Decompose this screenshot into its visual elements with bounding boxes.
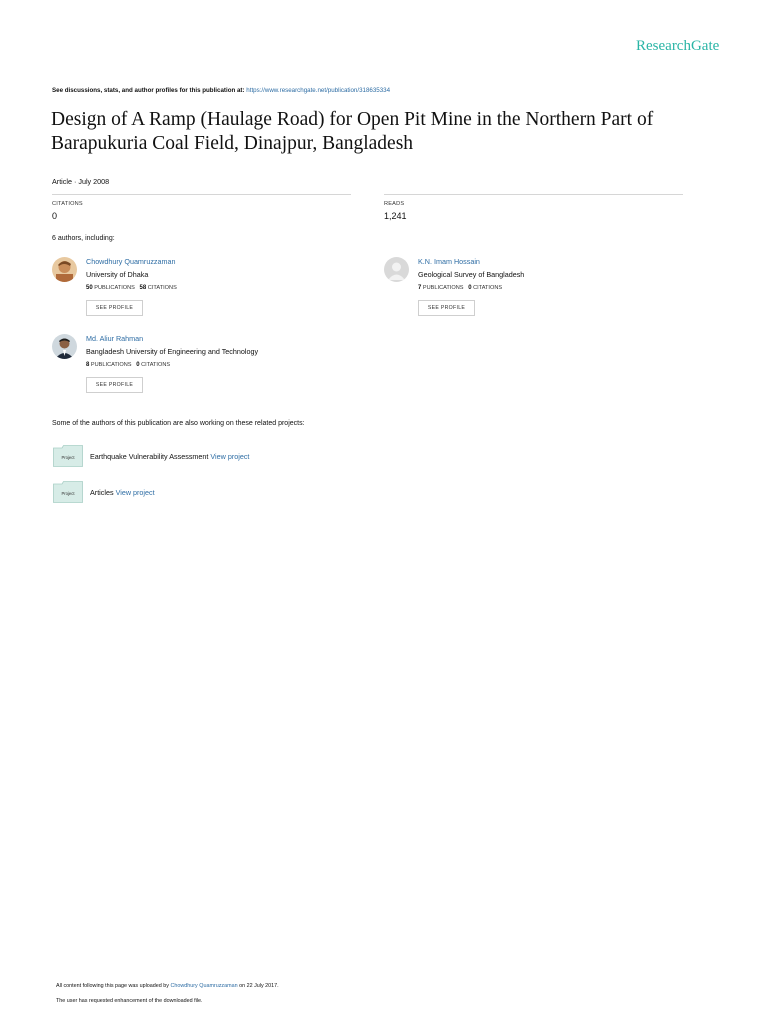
author-institution: University of Dhaka [86, 270, 149, 279]
publication-count: 8 [86, 362, 90, 368]
citations-label: CITATIONS [141, 362, 171, 368]
related-projects-header: Some of the authors of this publication are also working on these related projects: [52, 420, 305, 427]
author-institution: Bangladesh University of Engineering and Technology [86, 347, 259, 356]
project-item [90, 488, 155, 497]
upload-suffix: on 22 July 2017. [239, 983, 279, 989]
avatar-placeholder-icon[interactable] [384, 257, 409, 282]
project-icon-label: Project [61, 491, 75, 496]
project-icon-label: Project [61, 455, 75, 460]
citation-count: 0 [136, 362, 140, 368]
paper-title-line-1: Design of A Ramp (Haulage Road) for Open Pit Mine in the Northern Part of [51, 109, 654, 130]
publication-link[interactable]: https://www.researchgate.net/publication/318635334 [246, 87, 391, 94]
divider-right [384, 194, 683, 195]
project-item [90, 452, 249, 461]
project-name: Articles [90, 488, 114, 497]
uploader-link[interactable]: Chowdhury Quamruzzaman [170, 983, 238, 989]
citations-label: CITATIONS [147, 285, 177, 291]
reads-value: 1,241 [384, 211, 407, 221]
citation-count: 0 [468, 285, 472, 291]
author-stats [86, 362, 170, 368]
upload-note [56, 983, 279, 989]
author-name[interactable]: Md. Aliur Rahman [86, 334, 144, 343]
project-name: Earthquake Vulnerability Assessment [90, 452, 209, 461]
author-stats [86, 285, 177, 291]
discussion-text: See discussions, stats, and author profiles for this publication at: [52, 87, 245, 94]
citations-value: 0 [52, 211, 58, 221]
author-name[interactable]: Chowdhury Quamruzzaman [86, 257, 176, 266]
author-name[interactable]: K.N. Imam Hossain [418, 257, 480, 266]
avatar[interactable] [52, 257, 77, 282]
view-project-link[interactable]: View project [210, 452, 250, 461]
enhancement-note: The user has requested enhancement of the downloaded file. [56, 998, 203, 1004]
article-meta: Article · July 2008 [52, 177, 110, 186]
paper-title-line-2: Barapukuria Coal Field, Dinajpur, Bangladesh [51, 133, 414, 154]
see-profile-button[interactable]: SEE PROFILE [418, 300, 475, 316]
paper-title [51, 108, 731, 156]
upload-prefix: All content following this page was uploaded by [56, 983, 169, 989]
publication-count: 50 [86, 285, 93, 291]
reads-label: READS [384, 201, 405, 207]
avatar[interactable] [52, 334, 77, 359]
author-stats [418, 285, 502, 291]
see-profile-button[interactable]: SEE PROFILE [86, 377, 143, 393]
citation-count: 58 [139, 285, 147, 291]
divider-left [52, 194, 351, 195]
citations-label: CITATIONS [52, 201, 83, 207]
author-institution: Geological Survey of Bangladesh [418, 270, 525, 279]
discussion-line [52, 87, 390, 94]
citations-label: CITATIONS [473, 285, 503, 291]
publications-label: PUBLICATIONS [422, 285, 464, 291]
publications-label: PUBLICATIONS [90, 362, 132, 368]
see-profile-button[interactable]: SEE PROFILE [86, 300, 143, 316]
publications-label: PUBLICATIONS [94, 285, 135, 291]
view-project-link[interactable]: View project [115, 488, 155, 497]
researchgate-logo[interactable]: ResearchGate [636, 38, 720, 54]
authors-header: 6 authors, including: [52, 235, 115, 242]
publication-count: 7 [418, 285, 422, 291]
